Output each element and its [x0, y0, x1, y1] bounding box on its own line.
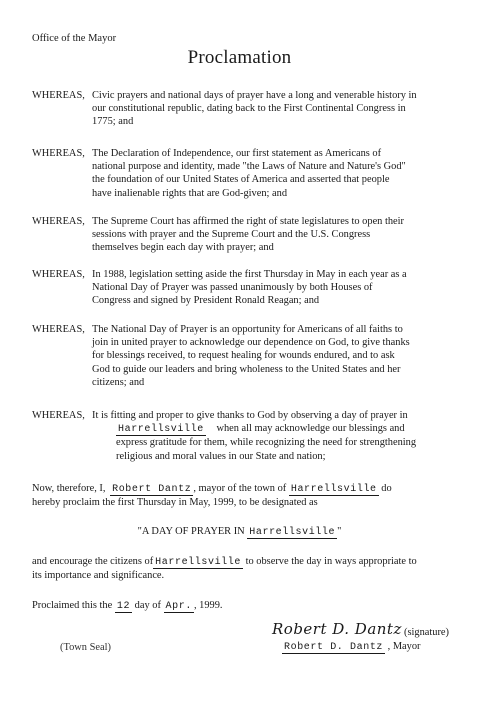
- significance-line: its importance and significance.: [32, 570, 165, 581]
- town-seal-label: (Town Seal): [60, 642, 111, 653]
- clause-line: the foundation of our United States of America and asserted that people: [92, 174, 390, 186]
- whereas-label: WHEREAS,: [32, 90, 85, 101]
- mayor-fill-field: Robert Dantz: [112, 484, 192, 495]
- clause-line: themselves begin each day with prayer; and: [92, 242, 274, 254]
- clause-line: It is fitting and proper to give thanks to God by observing a day of prayer in: [92, 410, 408, 421]
- clause-line: for blessings received, to request healing for wounds endured, and to ask: [92, 350, 395, 362]
- clause-line: citizens; and: [92, 376, 145, 388]
- day-fill-field: 12: [116, 601, 131, 612]
- town-fill-field: Harrellsville: [249, 527, 336, 538]
- signature-label: (signature): [404, 627, 450, 638]
- clause-line: religious and moral values in our State and nation;: [116, 450, 326, 462]
- designation-line: "A DAY OF PRAYER IN Harrellsville ": [137, 526, 342, 538]
- whereas-label: WHEREAS,: [32, 269, 85, 280]
- whereas-label: WHEREAS,: [32, 324, 85, 335]
- clause-line: 1775; and: [92, 116, 134, 128]
- handwritten-signature: Robert D. Dantz: [272, 620, 402, 638]
- town-fill-field: Harrellsville: [118, 424, 204, 436]
- office-heading: Office of the Mayor: [32, 33, 117, 44]
- clause-line: Harrellsville when all may acknowledge our blessings and: [118, 423, 405, 436]
- proclaimed-line: Proclaimed this the 12 day of Apr. , 1999.: [32, 600, 223, 612]
- clause-line: express gratitude for them, while recognizing the need for strengthening: [116, 437, 417, 449]
- mayor-name-line: Robert D. Dantz , Mayor: [284, 641, 421, 653]
- clause-line: God to guide our leaders and bring wholeness to the United States and her: [92, 363, 401, 375]
- whereas-label: WHEREAS,: [32, 216, 85, 227]
- clause-line: have inalienable rights that are God-given; and: [92, 187, 288, 199]
- clause-line: join in united prayer to acknowledge our dependence on God, to give thanks: [92, 337, 410, 349]
- proclaim-line: hereby proclaim the first Thursday in May, 1999, to be designated as: [32, 497, 318, 508]
- whereas-label: WHEREAS,: [32, 410, 85, 421]
- clause-line: our constitutional republic, dating back to the First Continental Congress in: [92, 103, 406, 115]
- clause-line: national purpose and identity, made "the Laws of Nature and Nature's God": [92, 161, 406, 173]
- clause-line: Civic prayers and national days of prayer have a long and venerable history in: [92, 90, 417, 101]
- now-therefore-line: Now, therefore, I, Robert Dantz , mayor of the town of Harrellsville do: [32, 483, 392, 495]
- mayor-fill-field: Robert D. Dantz: [284, 642, 384, 653]
- month-fill-field: Apr.: [165, 601, 192, 612]
- clause-line: Congress and signed by President Ronald Reagan; and: [92, 295, 320, 307]
- clause-line: The Declaration of Independence, our first statement as Americans of: [92, 148, 382, 159]
- town-fill-field: Harrellsville: [155, 557, 241, 568]
- clause-line: sessions with prayer and the Supreme Court and the U.S. Congress: [92, 229, 371, 241]
- clause-line: National Day of Prayer was passed unanimously by both Houses of: [92, 282, 373, 294]
- page-title: Proclamation: [187, 47, 292, 68]
- town-fill-field: Harrellsville: [290, 484, 377, 495]
- clause-line: The National Day of Prayer is an opportunity for Americans of all faiths to: [92, 324, 403, 335]
- encourage-line: and encourage the citizens of Harrellsville to observe the day in ways appropriate to: [32, 556, 417, 568]
- clause-line: The Supreme Court has affirmed the right of state legislatures to open their: [92, 216, 405, 227]
- clause-line: In 1988, legislation setting aside the first Thursday in May in each year as a: [92, 269, 407, 280]
- whereas-label: WHEREAS,: [32, 148, 85, 159]
